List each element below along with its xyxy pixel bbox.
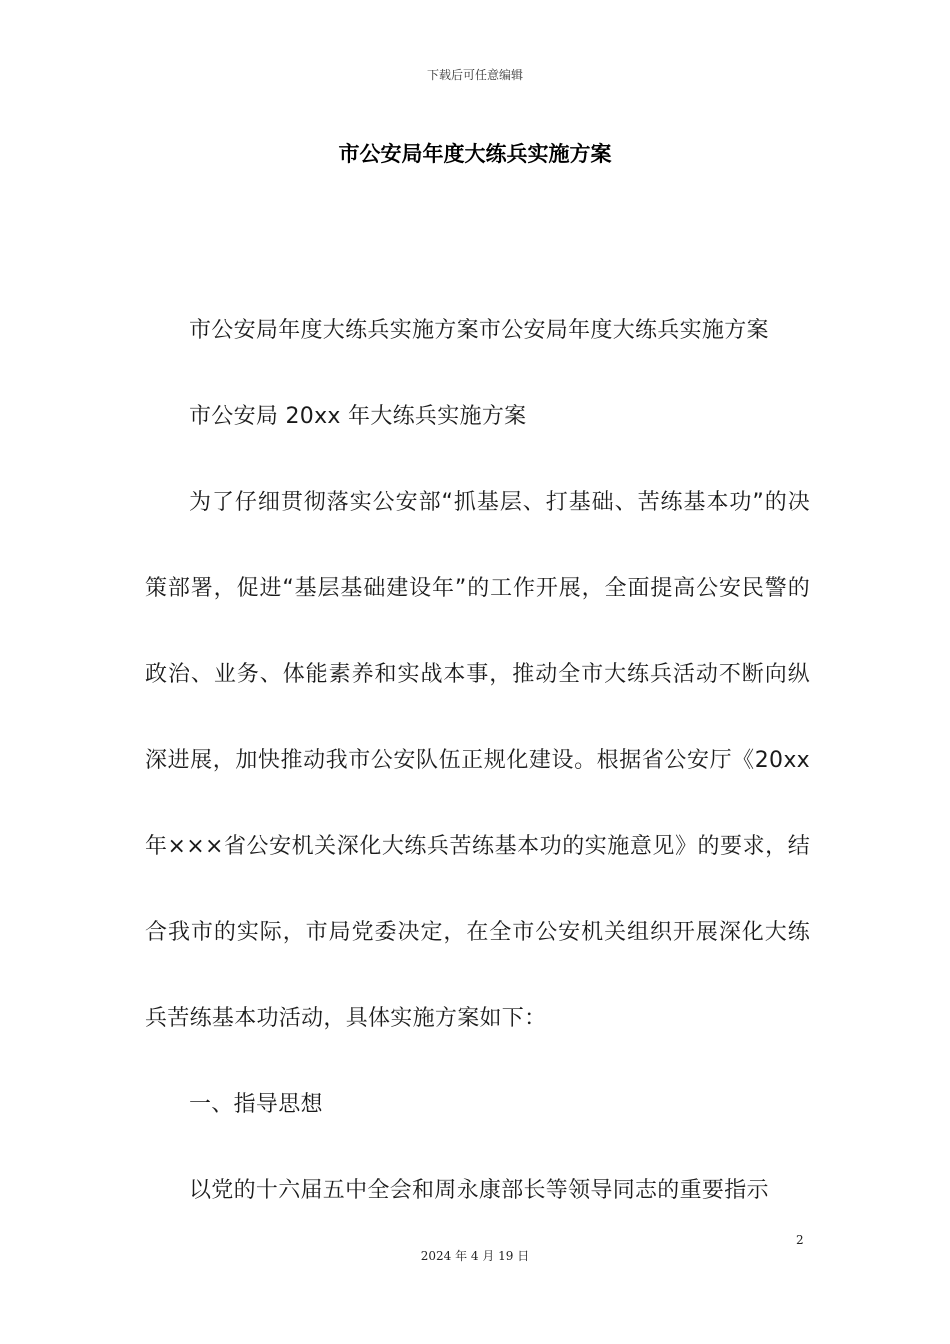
page-number: 2 bbox=[796, 1233, 804, 1247]
document-body bbox=[145, 288, 810, 1234]
section-heading-guiding-ideology: 一、指导思想 bbox=[189, 1092, 323, 1117]
paragraph-3: 为了仔细贯彻落实公安部“抓基层、打基础、苦练基本功”的决策部署，促进“基层基础建设年”的工作开展，全面提高公安民警的政治、业务、体能素养和实战本事，推动全市大练兵活动不断向纵深进展，加快推动我市公安队伍正规化建设。根据省公安厅《20xx 年×××省公安机关深化大练兵苦练基本功的实施意见》的要求，结合我市的实际，市局党委决定，在全市公安机关组织开展深化大练兵苦练基本功活动，具体实施方案如下： bbox=[145, 490, 810, 1031]
document-title: 市公安局年度大练兵实施方案 bbox=[338, 142, 612, 166]
footer-date: 2024 年 4 月 19 日 bbox=[420, 1249, 530, 1263]
paragraph-5: 以党的十六届五中全会和周永康部长等领导同志的重要指示 bbox=[189, 1178, 769, 1203]
paragraph-1: 市公安局年度大练兵实施方案市公安局年度大练兵实施方案 bbox=[189, 318, 769, 343]
header-note: 下载后可任意编辑 bbox=[426, 68, 523, 82]
paragraph-2: 市公安局 20xx 年大练兵实施方案 bbox=[189, 404, 527, 429]
